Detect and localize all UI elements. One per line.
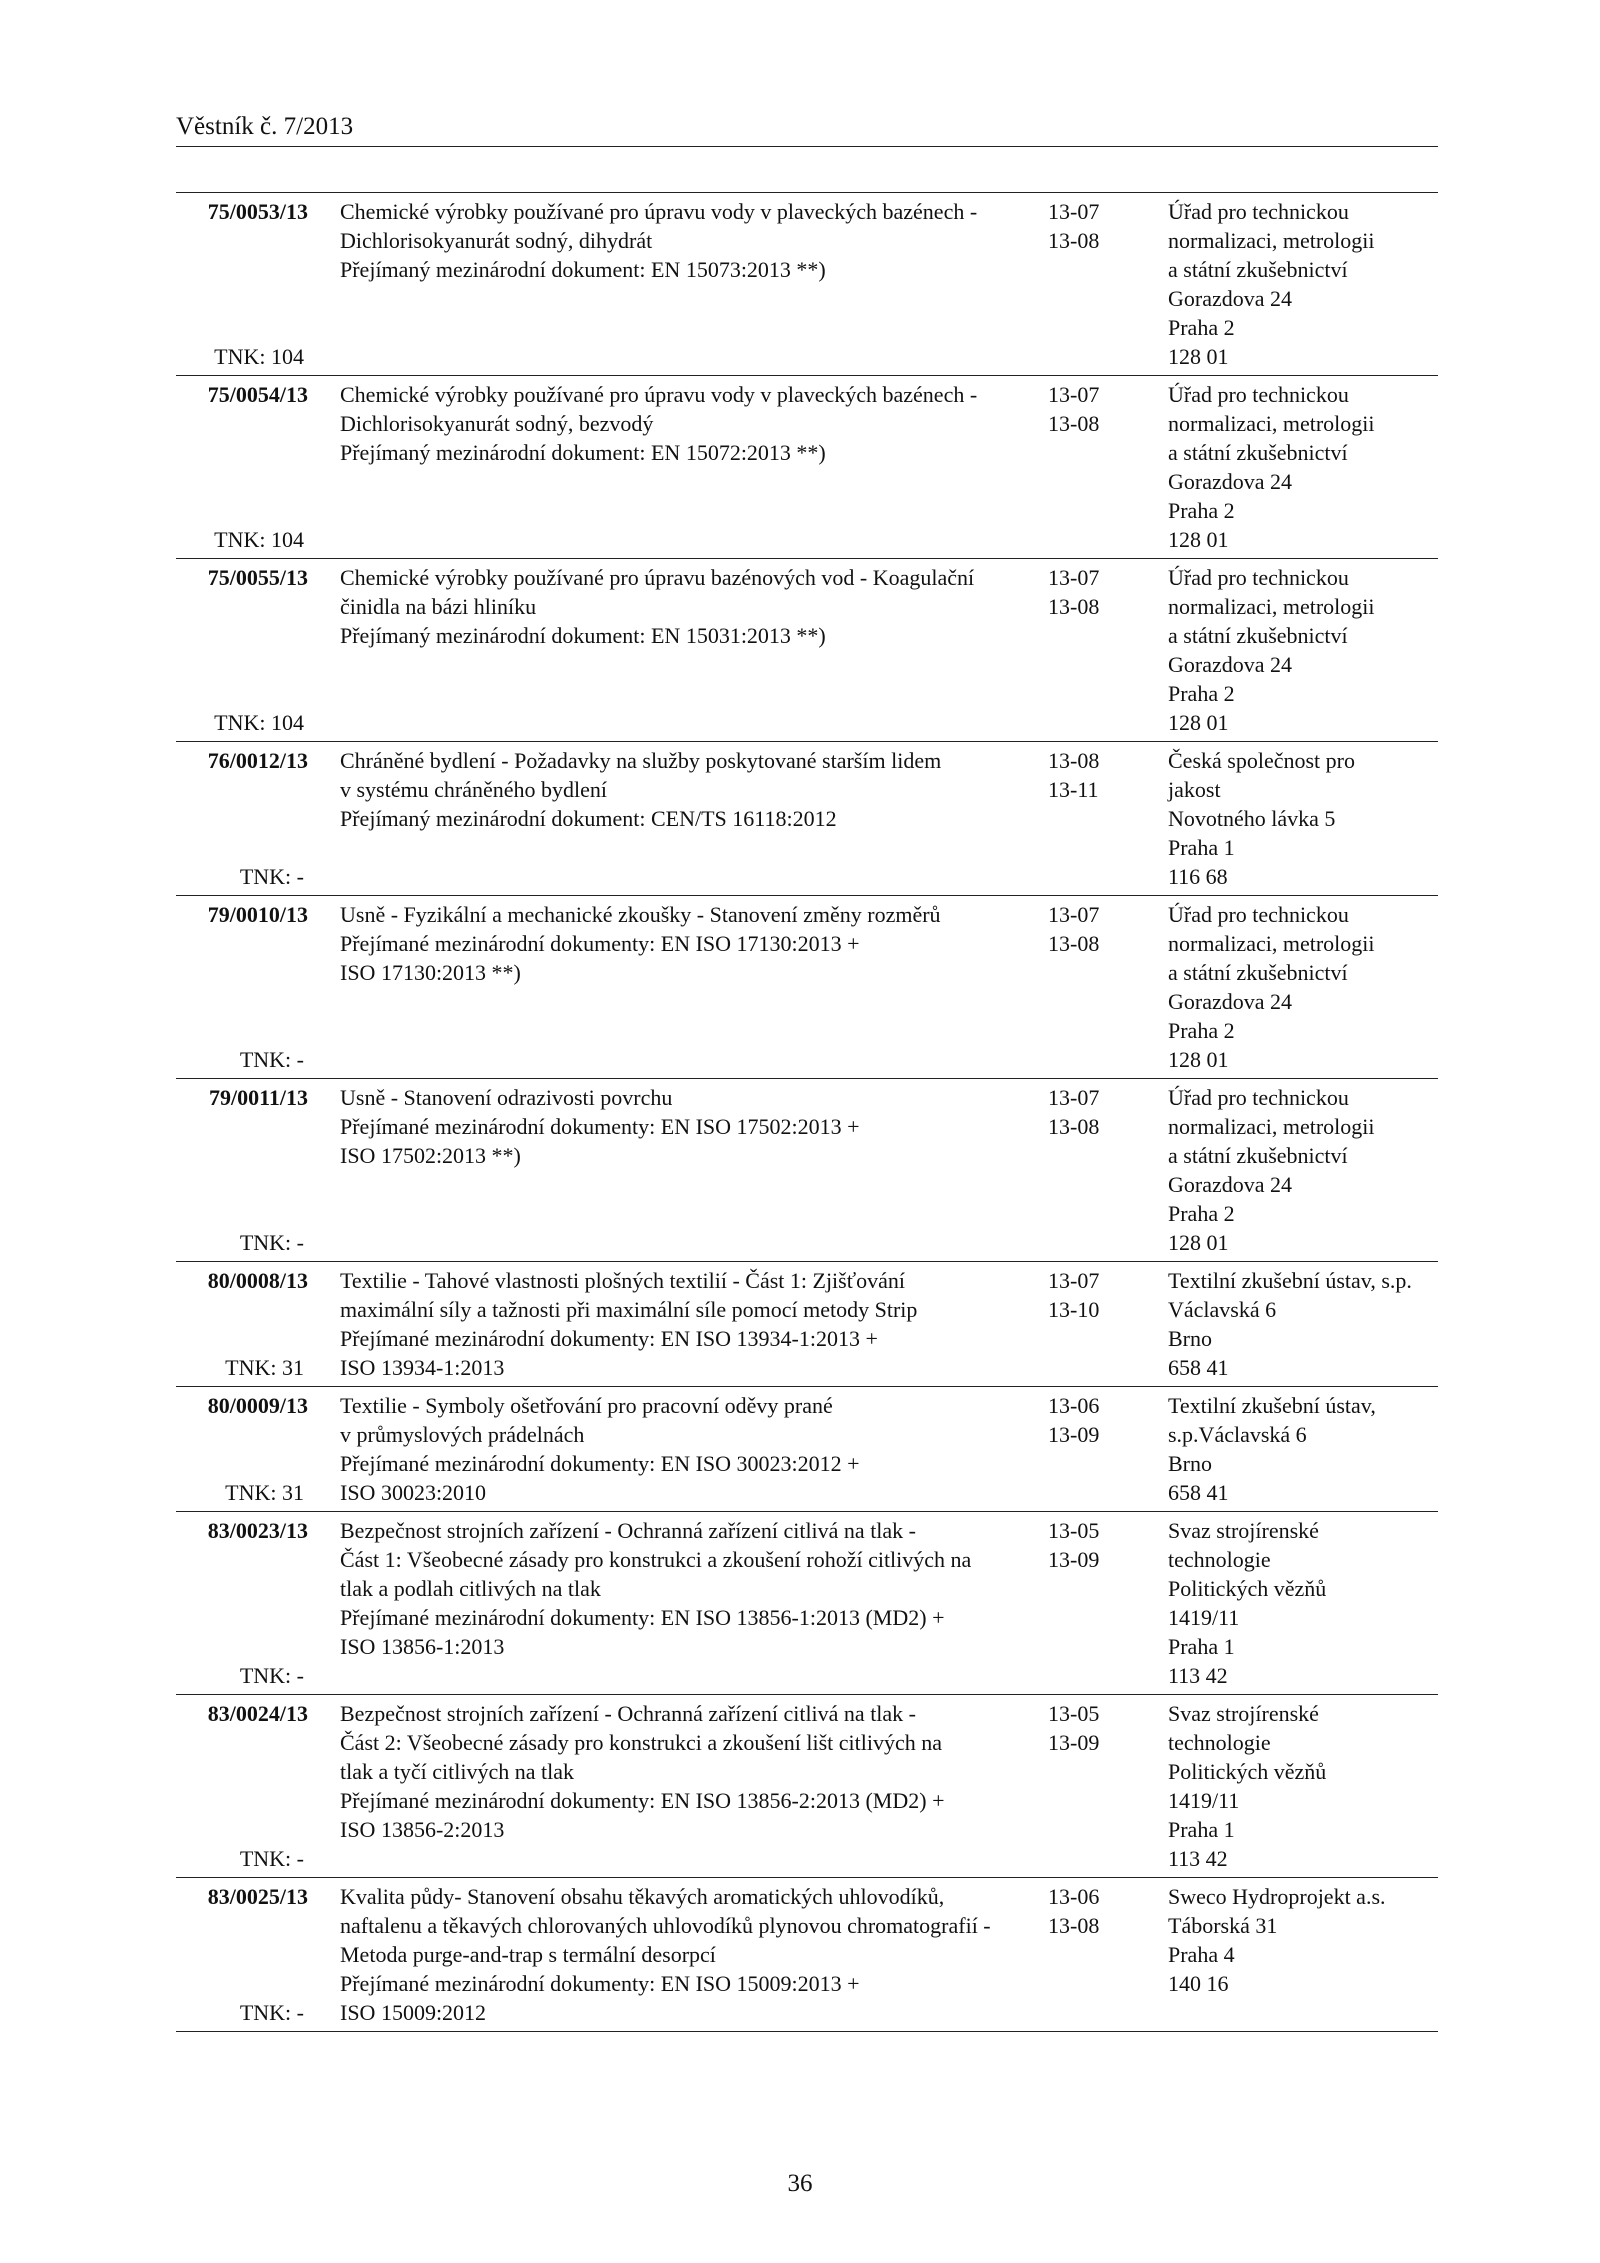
date-value: 13-07 — [1048, 382, 1100, 407]
standard-id-cell — [176, 1695, 308, 1877]
processor-cell — [1168, 896, 1438, 1078]
processor-line: 128 01 — [1168, 527, 1229, 552]
standard-title-cell — [308, 1878, 1048, 2031]
dates-cell — [1048, 896, 1168, 1078]
table-row — [176, 1262, 1438, 1387]
processor-line: jakost — [1168, 777, 1221, 802]
dates-cell — [1048, 1262, 1168, 1386]
processor-line: Praha 4 — [1168, 1942, 1235, 1967]
title-line: Část 2: Všeobecné zásady pro konstrukci a zkoušení lišt citlivých na — [340, 1730, 943, 1755]
standard-id-cell — [176, 1878, 308, 2031]
processor-line: Úřad pro technickou — [1168, 565, 1349, 590]
tnk-label: TNK: - — [239, 1663, 304, 1688]
processor-line: Praha 2 — [1168, 1018, 1235, 1043]
title-line: Chemické výrobky používané pro úpravu vody v plaveckých bazénech - — [340, 199, 978, 224]
standard-title-cell — [308, 559, 1048, 741]
processor-line: normalizaci, metrologii — [1168, 411, 1375, 436]
dates-cell — [1048, 1695, 1168, 1877]
title-line: Přejímané mezinárodní dokumenty: EN ISO 13934-1:2013 + — [340, 1326, 878, 1351]
processor-line: 128 01 — [1168, 1230, 1229, 1255]
processor-line: a státní zkušebnictví — [1168, 257, 1348, 282]
processor-line: 658 41 — [1168, 1355, 1229, 1380]
processor-line: normalizaci, metrologii — [1168, 594, 1375, 619]
processor-line: Gorazdova 24 — [1168, 1172, 1293, 1197]
title-line: Přejímané mezinárodní dokumenty: EN ISO 15009:2013 + — [340, 1971, 860, 1996]
tnk-label: TNK: - — [239, 1230, 304, 1255]
tnk-label: TNK: 104 — [214, 344, 304, 369]
processor-line: Praha 2 — [1168, 315, 1235, 340]
standard-title-cell — [308, 1262, 1048, 1386]
standard-number: 80/0008/13 — [207, 1268, 308, 1293]
date-value: 13-06 — [1048, 1393, 1100, 1418]
table-row — [176, 193, 1438, 376]
dates-cell — [1048, 1079, 1168, 1261]
processor-line: Sweco Hydroprojekt a.s. — [1168, 1884, 1386, 1909]
title-line: Část 1: Všeobecné zásady pro konstrukci a zkoušení rohoží citlivých na — [340, 1547, 972, 1572]
tnk-label: TNK: - — [239, 1047, 304, 1072]
date-value: 13-08 — [1048, 411, 1100, 436]
title-line: Přejímaný mezinárodní dokument: EN 15031:2013 **) — [340, 623, 826, 648]
processor-line: 113 42 — [1168, 1846, 1228, 1871]
processor-line: Táborská 31 — [1168, 1913, 1278, 1938]
processor-line: a státní zkušebnictví — [1168, 960, 1348, 985]
processor-line: Úřad pro technickou — [1168, 382, 1349, 407]
date-value: 13-08 — [1048, 1114, 1100, 1139]
date-value: 13-07 — [1048, 902, 1100, 927]
title-line: Usně - Fyzikální a mechanické zkoušky - Stanovení změny rozměrů — [340, 902, 941, 927]
tnk-label: TNK: - — [239, 864, 304, 889]
standard-id-cell — [176, 193, 308, 375]
processor-line: Politických vězňů — [1168, 1576, 1327, 1601]
date-value: 13-09 — [1048, 1547, 1100, 1572]
title-line: ISO 13856-1:2013 — [340, 1634, 505, 1659]
table-row — [176, 1878, 1438, 2032]
standard-title-cell — [308, 1079, 1048, 1261]
date-value: 13-07 — [1048, 1268, 1100, 1293]
processor-line: Úřad pro technickou — [1168, 199, 1349, 224]
standard-title-cell — [308, 376, 1048, 558]
standard-title-cell — [308, 1512, 1048, 1694]
processor-line: 140 16 — [1168, 1971, 1229, 1996]
title-line: ISO 13856-2:2013 — [340, 1817, 505, 1842]
title-line: Metoda purge-and-trap s termální desorpcí — [340, 1942, 716, 1967]
processor-line: 113 42 — [1168, 1663, 1228, 1688]
title-line: ISO 30023:2010 — [340, 1480, 487, 1505]
processor-line: Svaz strojírenské — [1168, 1701, 1319, 1726]
processor-line: Úřad pro technickou — [1168, 1085, 1349, 1110]
title-line: ISO 17502:2013 **) — [340, 1143, 521, 1168]
date-value: 13-09 — [1048, 1730, 1100, 1755]
processor-line: Textilní zkušební ústav, — [1168, 1393, 1376, 1418]
processor-line: normalizaci, metrologii — [1168, 1114, 1375, 1139]
date-value: 13-07 — [1048, 1085, 1100, 1110]
processor-line: Gorazdova 24 — [1168, 989, 1293, 1014]
date-value: 13-08 — [1048, 594, 1100, 619]
processor-line: Václavská 6 — [1168, 1297, 1277, 1322]
date-value: 13-09 — [1048, 1422, 1100, 1447]
date-value: 13-07 — [1048, 565, 1100, 590]
standard-title-cell — [308, 742, 1048, 895]
date-value: 13-07 — [1048, 199, 1100, 224]
title-line: Přejímané mezinárodní dokumenty: EN ISO 13856-2:2013 (MD2) + — [340, 1788, 945, 1813]
standard-title-cell — [308, 1695, 1048, 1877]
processor-line: 128 01 — [1168, 1047, 1229, 1072]
table-row — [176, 1387, 1438, 1512]
processor-line: Praha 1 — [1168, 1817, 1235, 1842]
title-line: Přejímaný mezinárodní dokument: CEN/TS 16118:2012 — [340, 806, 837, 831]
processor-line: Praha 2 — [1168, 1201, 1235, 1226]
standard-id-cell — [176, 1079, 308, 1261]
title-line: Dichlorisokyanurát sodný, bezvodý — [340, 411, 654, 436]
title-line: tlak a podlah citlivých na tlak — [340, 1576, 601, 1601]
processor-cell — [1168, 559, 1438, 741]
title-line: Přejímané mezinárodní dokumenty: EN ISO 13856-1:2013 (MD2) + — [340, 1605, 945, 1630]
table-row — [176, 376, 1438, 559]
processor-cell — [1168, 1695, 1438, 1877]
page-number: 36 — [787, 2170, 813, 2197]
standard-title-cell — [308, 193, 1048, 375]
title-line: Textilie - Symboly ošetřování pro pracovní oděvy prané — [340, 1393, 833, 1418]
table-row — [176, 1079, 1438, 1262]
tnk-label: TNK: 104 — [214, 527, 304, 552]
standard-number: 75/0053/13 — [207, 199, 308, 224]
standard-id-cell — [176, 742, 308, 895]
processor-line: a státní zkušebnictví — [1168, 1143, 1348, 1168]
title-line: Přejímané mezinárodní dokumenty: EN ISO 17502:2013 + — [340, 1114, 860, 1139]
processor-line: Textilní zkušební ústav, s.p. — [1168, 1268, 1412, 1293]
title-line: naftalenu a těkavých chlorovaných uhlovodíků plynovou chromatografií - — [340, 1913, 991, 1938]
standard-number: 75/0054/13 — [207, 382, 308, 407]
title-line: Chemické výrobky používané pro úpravu vody v plaveckých bazénech - — [340, 382, 978, 407]
dates-cell — [1048, 1512, 1168, 1694]
processor-line: a státní zkušebnictví — [1168, 440, 1348, 465]
journal-title: Věstník č. 7/2013 — [176, 113, 354, 140]
date-value: 13-05 — [1048, 1701, 1100, 1726]
title-line: ISO 15009:2012 — [340, 2000, 487, 2025]
processor-line: s.p.Václavská 6 — [1168, 1422, 1307, 1447]
processor-line: a státní zkušebnictví — [1168, 623, 1348, 648]
processor-line: 1419/11 — [1168, 1605, 1240, 1630]
processor-line: Gorazdova 24 — [1168, 286, 1293, 311]
processor-line: 658 41 — [1168, 1480, 1229, 1505]
table-row — [176, 1695, 1438, 1878]
title-line: Chemické výrobky používané pro úpravu bazénových vod - Koagulační — [340, 565, 975, 590]
processor-line: Praha 1 — [1168, 835, 1235, 860]
processor-line: Politických vězňů — [1168, 1759, 1327, 1784]
title-line: Bezpečnost strojních zařízení - Ochranná zařízení citlivá na tlak - — [340, 1701, 917, 1726]
standard-number: 83/0025/13 — [207, 1884, 308, 1909]
processor-line: normalizaci, metrologii — [1168, 228, 1375, 253]
title-line: Přejímaný mezinárodní dokument: EN 15073:2013 **) — [340, 257, 826, 282]
title-line: Bezpečnost strojních zařízení - Ochranná zařízení citlivá na tlak - — [340, 1518, 917, 1543]
processor-cell — [1168, 1878, 1438, 2031]
processor-line: 128 01 — [1168, 344, 1229, 369]
date-value: 13-08 — [1048, 228, 1100, 253]
title-line: Dichlorisokyanurát sodný, dihydrát — [340, 228, 653, 253]
standards-table — [176, 192, 1438, 2032]
date-value: 13-06 — [1048, 1884, 1100, 1909]
title-line: Chráněné bydlení - Požadavky na služby poskytované starším lidem — [340, 748, 942, 773]
dates-cell — [1048, 1387, 1168, 1511]
processor-cell — [1168, 376, 1438, 558]
tnk-label: TNK: 104 — [214, 710, 304, 735]
standard-id-cell — [176, 896, 308, 1078]
tnk-label: TNK: - — [239, 2000, 304, 2025]
processor-line: technologie — [1168, 1547, 1271, 1572]
processor-line: Brno — [1168, 1326, 1212, 1351]
processor-line: Praha 2 — [1168, 681, 1235, 706]
processor-line: Brno — [1168, 1451, 1212, 1476]
date-value: 13-10 — [1048, 1297, 1100, 1322]
processor-cell — [1168, 1387, 1438, 1511]
standard-number: 80/0009/13 — [207, 1393, 308, 1418]
date-value: 13-08 — [1048, 1913, 1100, 1938]
processor-line: Česká společnost pro — [1168, 748, 1355, 773]
dates-cell — [1048, 193, 1168, 375]
standard-number: 83/0024/13 — [207, 1701, 308, 1726]
processor-line: Gorazdova 24 — [1168, 652, 1293, 677]
date-value: 13-11 — [1048, 777, 1099, 802]
date-value: 13-08 — [1048, 931, 1100, 956]
standard-number: 75/0055/13 — [207, 565, 308, 590]
table-row — [176, 742, 1438, 896]
standard-id-cell — [176, 376, 308, 558]
processor-line: Svaz strojírenské — [1168, 1518, 1319, 1543]
table-row — [176, 1512, 1438, 1695]
processor-line: Praha 1 — [1168, 1634, 1235, 1659]
title-line: Textilie - Tahové vlastnosti plošných textilií - Část 1: Zjišťování — [340, 1268, 906, 1293]
processor-line: technologie — [1168, 1730, 1271, 1755]
title-line: ISO 17130:2013 **) — [340, 960, 521, 985]
tnk-label: TNK: 31 — [225, 1355, 304, 1380]
processor-cell — [1168, 1512, 1438, 1694]
standard-id-cell — [176, 1512, 308, 1694]
title-line: ISO 13934-1:2013 — [340, 1355, 505, 1380]
processor-line: 128 01 — [1168, 710, 1229, 735]
processor-cell — [1168, 193, 1438, 375]
standard-title-cell — [308, 896, 1048, 1078]
title-line: Přejímané mezinárodní dokumenty: EN ISO 30023:2012 + — [340, 1451, 860, 1476]
standard-title-cell — [308, 1387, 1048, 1511]
processor-line: 1419/11 — [1168, 1788, 1240, 1813]
standard-number: 79/0011/13 — [208, 1085, 308, 1110]
standard-number: 83/0023/13 — [207, 1518, 308, 1543]
title-line: tlak a tyčí citlivých na tlak — [340, 1759, 574, 1784]
date-value: 13-08 — [1048, 748, 1100, 773]
standard-id-cell — [176, 1262, 308, 1386]
processor-line: normalizaci, metrologii — [1168, 931, 1375, 956]
processor-line: Úřad pro technickou — [1168, 902, 1349, 927]
processor-cell — [1168, 742, 1438, 895]
standard-number: 76/0012/13 — [207, 748, 308, 773]
dates-cell — [1048, 1878, 1168, 2031]
dates-cell — [1048, 742, 1168, 895]
standard-number: 79/0010/13 — [207, 902, 308, 927]
processor-cell — [1168, 1262, 1438, 1386]
title-line: v průmyslových prádelnách — [340, 1422, 585, 1447]
title-line: Přejímaný mezinárodní dokument: EN 15072:2013 **) — [340, 440, 826, 465]
standard-id-cell — [176, 1387, 308, 1511]
processor-line: Gorazdova 24 — [1168, 469, 1293, 494]
tnk-label: TNK: - — [239, 1846, 304, 1871]
table-row — [176, 896, 1438, 1079]
title-line: Přejímané mezinárodní dokumenty: EN ISO 17130:2013 + — [340, 931, 860, 956]
standard-id-cell — [176, 559, 308, 741]
page-header — [176, 112, 1438, 147]
title-line: Usně - Stanovení odrazivosti povrchu — [340, 1085, 673, 1110]
title-line: Kvalita půdy- Stanovení obsahu těkavých aromatických uhlovodíků, — [340, 1884, 945, 1909]
processor-line: Praha 2 — [1168, 498, 1235, 523]
title-line: maximální síly a tažnosti při maximální síle pomocí metody Strip — [340, 1297, 918, 1322]
title-line: činidla na bázi hliníku — [340, 594, 537, 619]
title-line: v systému chráněného bydlení — [340, 777, 607, 802]
tnk-label: TNK: 31 — [225, 1480, 304, 1505]
dates-cell — [1048, 559, 1168, 741]
processor-line: 116 68 — [1168, 864, 1228, 889]
processor-line: Novotného lávka 5 — [1168, 806, 1336, 831]
table-row — [176, 559, 1438, 742]
processor-cell — [1168, 1079, 1438, 1261]
date-value: 13-05 — [1048, 1518, 1100, 1543]
dates-cell — [1048, 376, 1168, 558]
